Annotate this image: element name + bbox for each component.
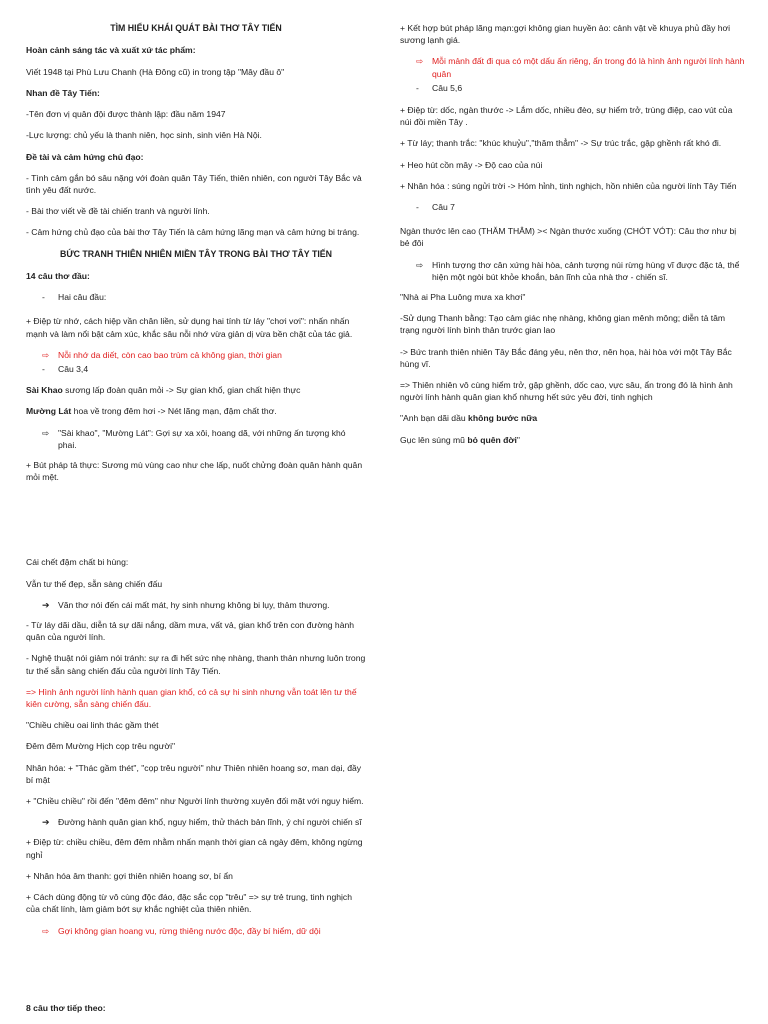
hai-cau-dau: Hai câu đầu: bbox=[58, 292, 107, 303]
list-item bbox=[26, 816, 366, 828]
solid-arrow-icon: ➔ bbox=[42, 599, 50, 610]
solid-arrow-icon: ➔ bbox=[42, 817, 50, 828]
list-item bbox=[400, 259, 746, 283]
hoan-canh-text: Viết 1948 tại Phù Lưu Chanh (Hà Đông cũ) in trong tập "Mây đầu ô" bbox=[26, 66, 285, 77]
hollow-arrow-icon: ⇨ bbox=[416, 259, 424, 270]
diep-tu-paragraph: + Điệp từ nhớ, cách hiệp vần chân liền, sử dụng hai tính từ láy "chơi vơi": nhấn nhấn mạnh và làm nổi bật cảm xúc, khắc sâu nỗi nhớ vừa giản dị vừa bền chặt của tác giả. bbox=[26, 316, 353, 339]
sai-khao-bold: Sài Khao bbox=[26, 385, 63, 396]
chieu-chieu-paragraph: + "Chiều chiều" rồi đến "đêm đêm" như Người lính thường xuyên đối mặt với nguy hiểm. bbox=[26, 796, 364, 807]
heo-hut-line: + Heo hút cồn mây -> Độ cao của núi bbox=[400, 159, 543, 170]
su-dung-paragraph: -Sử dụng Thanh bằng: Tạo cảm giác nhẹ nhàng, không gian mênh mông; diễn tả tâm trạng người lính bình thản trước gian lao bbox=[400, 313, 726, 336]
de-tai-heading: Đề tài và cảm hứng chủ đạo: bbox=[26, 151, 144, 162]
list-item bbox=[26, 291, 366, 303]
but-phap-paragraph: + Bút pháp tả thực: Sương mù vùng cao như che lấp, nuốt chửng đoàn quân hành quân mỏi mệt. bbox=[26, 460, 363, 483]
anh-ban-quote bbox=[400, 412, 746, 424]
hinh-tuong-note: Hình tượng thơ cân xứng hài hòa, cảnh tượng núi rừng hùng vĩ được đặc tả, thể hiện một ngòi bút khỏe khoắn, bản lĩnh của nhà thơ - chiến sĩ. bbox=[432, 259, 740, 282]
diep-tu-2-paragraph: + Điệp từ: chiều chiều, đêm đêm nhằm nhấn mạnh thời gian cả ngày đêm, không ngừng nghỉ bbox=[26, 837, 363, 860]
dash-icon: - bbox=[42, 364, 45, 375]
nhan-hoa-am-thanh: + Nhân hóa âm thanh: gợi thiên nhiên hoang sơ, bí ẩn bbox=[26, 870, 233, 881]
goi-khong-gian-note: Gợi không gian hoang vu, rừng thiêng nước độc, đầy bí hiểm, dữ dội bbox=[58, 925, 321, 936]
nhan-de-line-2: -Lực lượng: chủ yếu là thanh niên, học sinh, sinh viên Hà Nội. bbox=[26, 130, 262, 141]
left-column bbox=[26, 22, 366, 945]
ket-luan-paragraph: => Thiên nhiên vô cùng hiểm trở, gập ghềnh, dốc cao, vực sâu, ẩn trong đó là hình ảnh người lính hành quân gian khổ nhưng hết sức yêu đời, tinh nghịch bbox=[400, 380, 733, 403]
nhan-hoa-2-paragraph: + Nhân hóa : súng ngửi trời -> Hóm hỉnh, tinh nghịch, hồn nhiên của người lính Tây Tiến bbox=[400, 180, 737, 191]
section-title: BỨC TRANH THIÊN NHIÊN MIỀN TÂY TRONG BÀI THƠ TÂY TIẾN bbox=[59, 248, 333, 259]
list-item bbox=[26, 599, 366, 611]
nhan-de-line-1: -Tên đơn vị quân đội được thành lập: đầu năm 1947 bbox=[26, 109, 226, 120]
hollow-arrow-icon: ⇨ bbox=[42, 925, 50, 936]
cau-5-6: Câu 5,6 bbox=[432, 82, 463, 93]
quote-line-2: Đêm đêm Mường Hịch cọp trêu người" bbox=[26, 741, 176, 752]
nhan-hoa-paragraph: Nhân hóa: + "Thác gầm thét", "cọp trêu người" như Thiên nhiên hoang sơ, man dại, đầy bí mật bbox=[26, 762, 362, 785]
document-title: TÌM HIỂU KHÁI QUÁT BÀI THƠ TÂY TIẾN bbox=[110, 23, 282, 33]
list-item bbox=[26, 363, 366, 375]
tu-lay-paragraph: - Từ láy dãi dầu, diễn tả sự dãi nắng, dầm mưa, vất vả, gian khổ trên con đường hành quân của người lính. bbox=[26, 620, 355, 643]
list-item bbox=[26, 427, 366, 451]
sai-khao-rest: sương lấp đoàn quân mỏi -> Sự gian khổ, gian chất hiện thực bbox=[62, 385, 301, 396]
de-tai-line-1: - Tình cảm gắn bó sâu nặng với đoàn quân Tây Tiến, thiên nhiên, con người Tây Bắc và tình yêu đất nước. bbox=[26, 172, 362, 195]
right-column bbox=[400, 22, 746, 455]
ngan-thuoc-paragraph: Ngàn thước lên cao (THĂM THẲM) >< Ngàn thước xuống (CHÓT VÓT): Câu thơ như bị bẻ đôi bbox=[400, 226, 737, 249]
dash-icon: - bbox=[42, 292, 45, 303]
cau-7: Câu 7 bbox=[432, 202, 455, 213]
van-tho-note: Văn thơ nói đến cái mất mát, hy sinh nhưng không bi lụy, thảm thương. bbox=[58, 599, 330, 610]
sai-khao-line bbox=[26, 384, 366, 396]
nghe-thuat-paragraph: - Nghệ thuật nói giảm nói tránh: sự ra đi hết sức nhẹ nhàng, thanh thản nhưng luôn trong tư thế sẵn sàng chiến đấu của người lính Tây Tiến. bbox=[26, 653, 366, 676]
cai-chet-line: Cái chết đậm chất bi hùng: bbox=[26, 557, 129, 568]
buc-tranh-paragraph: -> Bức tranh thiên nhiên Tây Bắc đáng yêu, nên thơ, nên họa, hài hòa với một Tây Bắc hùng vĩ. bbox=[400, 346, 732, 369]
de-tai-line-2: - Bài thơ viết về đề tài chiến tranh và người lính. bbox=[26, 206, 210, 217]
guc-len-pre: Gục lên súng mũ bbox=[400, 434, 468, 445]
anh-ban-bold: không bước nữa bbox=[468, 413, 538, 424]
quote-line-1: "Chiều chiều oai linh thác gầm thét bbox=[26, 720, 159, 731]
de-tai-line-3: - Cảm hứng chủ đạo của bài thơ Tây Tiến là cảm hứng lãng mạn và cảm hứng bi tráng. bbox=[26, 227, 360, 238]
moi-manh-dat-note: Mỗi mảnh đất đi qua có một dấu ấn riêng, ẩn trong đó là hình ảnh người lính hành quân bbox=[432, 56, 745, 79]
page-gap bbox=[26, 492, 366, 556]
hinh-anh-conclusion: => Hình ảnh người lính hành quan gian khổ, có cả sự hi sinh nhưng vẫn toát lên tư thế kiên cường, sẵn sàng chiến đấu. bbox=[26, 686, 357, 710]
diep-tu-3-paragraph: + Điệp từ: dốc, ngàn thước -> Lắm dốc, nhiều đèo, sự hiểm trở, trùng điệp, cao vút của núi đồi miền Tây . bbox=[400, 105, 733, 128]
guc-len-bold: bỏ quên đời bbox=[467, 434, 517, 445]
anh-ban-pre: "Anh bạn dãi dầu bbox=[400, 413, 469, 424]
list-item bbox=[26, 925, 366, 937]
list-item bbox=[400, 201, 746, 213]
noi-nho-note: Nỗi nhớ da diết, còn cao bao trùm cả không gian, thời gian bbox=[58, 349, 282, 360]
duong-hanh-quan-note: Đường hành quân gian khổ, nguy hiểm, thử thách bản lĩnh, ý chí người chiến sĩ bbox=[58, 817, 362, 828]
list-item bbox=[400, 55, 746, 79]
cach-dung-paragraph: + Cách dùng động từ vô cùng độc đáo, đặc sắc cọp "trêu" => sự trẻ trung, tinh nghịch của chất lính, làm giảm bớt sự khắc nghiệt của thiên nhiên. bbox=[26, 892, 352, 915]
muong-lat-bold: Mường Lát bbox=[26, 406, 72, 417]
nha-ai-quote: "Nhà ai Pha Luông mưa xa khơi" bbox=[400, 292, 526, 303]
hollow-arrow-icon: ⇨ bbox=[416, 56, 424, 67]
muong-lat-rest: hoa về trong đêm hơi -> Nét lãng mạn, đậm chất thơ. bbox=[71, 406, 277, 417]
tu-lay-2-paragraph: + Từ láy; thanh trắc: "khúc khuỷu","thăm thẳm" -> Sự trúc trắc, gập ghềnh rất khó đi. bbox=[400, 138, 722, 149]
ket-hop-paragraph: + Kết hợp bút pháp lãng mạn:gợi không gian huyền ảo: cảnh vật về khuya phủ đầy hơi sương lạnh giá. bbox=[400, 23, 731, 46]
dash-icon: - bbox=[416, 202, 419, 213]
sai-khao-note: "Sài khao", "Mường Lát": Gợi sự xa xôi, hoang dã, với những ấn tượng khó phai. bbox=[58, 427, 346, 450]
list-item bbox=[400, 82, 746, 94]
hollow-arrow-icon: ⇨ bbox=[42, 349, 50, 360]
guc-len-post: " bbox=[516, 434, 520, 445]
guc-len-quote bbox=[400, 434, 746, 446]
hoan-canh-heading: Hoàn cảnh sáng tác và xuất xứ tác phẩm: bbox=[26, 45, 196, 56]
cau-8-heading: 8 câu thơ tiếp theo: bbox=[26, 1003, 106, 1013]
cau-14-heading: 14 câu thơ đầu: bbox=[26, 271, 90, 281]
nhan-de-heading: Nhan đề Tây Tiến: bbox=[26, 87, 100, 98]
cau-3-4: Câu 3,4 bbox=[58, 364, 89, 375]
muong-lat-line bbox=[26, 405, 366, 417]
hollow-arrow-icon: ⇨ bbox=[42, 427, 50, 438]
dash-icon: - bbox=[416, 82, 419, 93]
van-tu-the-line: Vẫn tư thế đẹp, sẵn sàng chiến đấu bbox=[26, 578, 163, 589]
list-item bbox=[26, 349, 366, 361]
